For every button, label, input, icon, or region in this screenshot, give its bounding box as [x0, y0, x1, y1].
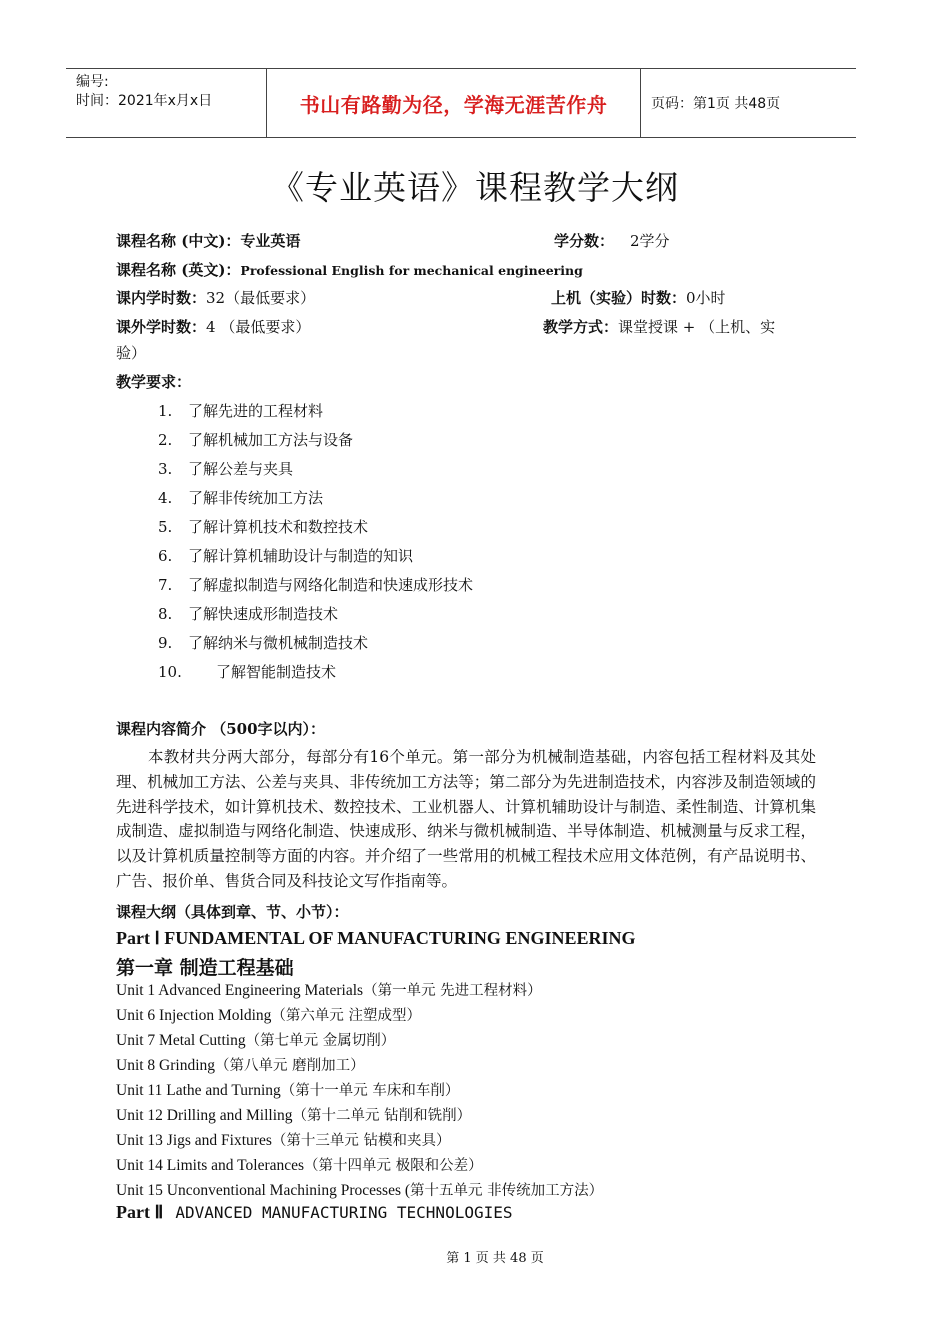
method-value: 课堂授课 + （上机、实: [618, 318, 776, 336]
header-motto: [267, 69, 641, 137]
unit-item: Unit 14 Limits and Tolerances（第十四单元 极限和公差）: [116, 1157, 483, 1174]
intro-heading: 课程内容简介 （500字以内）：: [116, 720, 326, 738]
chapter-one-title: 第一章 制造工程基础: [116, 957, 294, 979]
requirement-item: 3. 了解公差与夹具: [158, 460, 294, 478]
name-en-value: Professional English for mechanical engineering: [240, 263, 583, 278]
in-hours-row: [116, 288, 315, 308]
page-footer: 第 1 页 共 48 页: [446, 1251, 544, 1266]
in-hours-label: 课内学时数：: [116, 289, 207, 307]
method-row: [543, 317, 775, 337]
unit-item: Unit 13 Jigs and Fixtures（第十三单元 钻模和夹具）: [116, 1132, 451, 1149]
requirement-item: 6. 了解计算机辅助设计与制造的知识: [158, 547, 414, 565]
name-cn-value: 专业英语: [240, 232, 301, 250]
document-header: [66, 68, 856, 138]
intro-paragraph: [116, 745, 816, 894]
code-label: 编号:: [76, 74, 109, 90]
requirement-item: 7. 了解虚拟制造与网络化制造和快速成形技术: [158, 576, 474, 594]
page-info: 页码：第1页 共48页: [651, 96, 781, 112]
time-label: 时间：2021年x月x日: [76, 93, 213, 109]
out-hours-label: 课外学时数：: [116, 318, 207, 336]
method-value-cont: 验）: [116, 344, 147, 362]
lab-row: [551, 288, 726, 308]
header-meta: [66, 69, 267, 137]
name-cn-row: [116, 231, 300, 251]
requirements-heading: 教学要求：: [116, 373, 192, 391]
requirement-item: 5. 了解计算机技术和数控技术: [158, 518, 369, 536]
page-title: 《专业英语》课程教学大纲: [271, 168, 679, 207]
name-en-label: 课程名称 (英文)：: [116, 261, 241, 279]
motto-text: 书山有路勤为径，学海无涯苦作舟: [299, 92, 608, 117]
requirement-item: 4. 了解非传统加工方法: [158, 489, 324, 507]
credits-value: 2学分: [630, 232, 670, 250]
requirement-item: 2. 了解机械加工方法与设备: [158, 431, 354, 449]
intro-text: 本教材共分两大部分，每部分有16个单元。第一部分为机械制造基础，内容包括工程材料及其处理、机械加工方法、公差与夹具、非传统加工方法等；第二部分为先进制造技术，内容涉及制造领域的先进科学技术，如计算机技术、数控技术、工业机器人、计算机辅助设计与制造、柔性制造、计算机集成制造、虚拟制造与网络化制造、快速成形、纳米与微机械制造、半导体制造、机械测量与反求工程，以及计算机质量控制等方面的内容。并介绍了一些常用的机械工程技术应用文体范例，有产品说明书、广告、报价单、售货合同及科技论文写作指南等。: [116, 748, 816, 890]
requirement-item: 8. 了解快速成形制造技术: [158, 605, 339, 623]
unit-item: Unit 15 Unconventional Machining Processes (第十五单元 非传统加工方法）: [116, 1182, 604, 1199]
name-en-row: [116, 260, 583, 281]
requirement-item: 10. 了解智能制造技术: [158, 663, 337, 681]
requirement-item: 1. 了解先进的工程材料: [158, 402, 324, 420]
part-two-label: Part Ⅱ: [116, 1202, 164, 1222]
name-cn-label: 课程名称 (中文)：: [116, 232, 241, 250]
out-hours-row: [116, 317, 310, 337]
part-two-heading: ADVANCED MANUFACTURING TECHNOLOGIES: [175, 1203, 513, 1222]
credits-label: 学分数：: [554, 232, 615, 250]
unit-item: Unit 12 Drilling and Milling（第十二单元 钻削和铣削）: [116, 1107, 472, 1124]
requirement-item: 9. 了解纳米与微机械制造技术: [158, 634, 369, 652]
credits-row: [554, 231, 670, 251]
unit-item: Unit 11 Lathe and Turning（第十一单元 车床和车削）: [116, 1082, 460, 1099]
outline-heading: 课程大纲（具体到章、节、小节）：: [116, 903, 349, 921]
unit-item: Unit 7 Metal Cutting（第七单元 金属切削）: [116, 1032, 396, 1049]
unit-item: Unit 6 Injection Molding（第六单元 注塑成型）: [116, 1007, 422, 1024]
lab-label: 上机（实验）时数：: [551, 289, 687, 307]
unit-item: Unit 8 Grinding（第八单元 磨削加工）: [116, 1057, 365, 1074]
part-two-title: [116, 1202, 513, 1223]
method-label: 教学方式：: [543, 318, 619, 336]
unit-item: Unit 1 Advanced Engineering Materials（第一单元 先进工程材料）: [116, 982, 542, 999]
out-hours-value: 4 （最低要求）: [206, 318, 311, 336]
in-hours-value: 32（最低要求）: [206, 289, 316, 307]
part-one-title: Part Ⅰ FUNDAMENTAL OF MANUFACTURING ENGINEERING: [116, 928, 636, 948]
lab-value: 0小时: [686, 289, 726, 307]
